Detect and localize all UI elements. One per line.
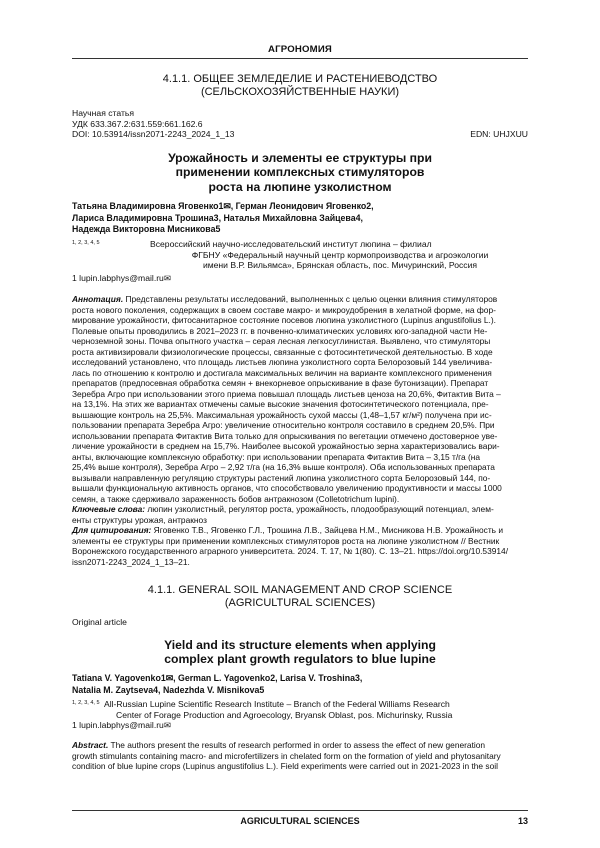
abstract-line: семян, а также сдерживало зараженность бобов антракнозом (Colletotrichum lupini). bbox=[72, 493, 400, 504]
abstract-label: Abstract. bbox=[72, 740, 109, 750]
authors-line: Татьяна Владимировна Яговенко1✉, Герман Леонидович Яговенко2, bbox=[72, 201, 374, 211]
abstract-line: личение урожайности в среднем на 15,7%. Наиболее высокой урожайностью зерна характеризовались вари- bbox=[72, 441, 500, 451]
section-heading-ru bbox=[60, 73, 540, 99]
authors-line: Natalia M. Zaytseva4, Nadezhda V. Misnikova5 bbox=[72, 684, 265, 695]
doi-ru: DOI: 10.53914/issn2071-2243_2024_1_13 bbox=[72, 129, 235, 139]
abstract-line: 25,4% выше контроля), Зеребра Агро – 2,92 т/га (на 16,3% выше контроля). Оба использованных препарата bbox=[72, 462, 495, 472]
section-heading-line: 4.1.1. GENERAL SOIL MANAGEMENT AND CROP SCIENCE bbox=[147, 584, 453, 596]
citation-line: issn2071-2243_2024_1_13–21. bbox=[72, 556, 190, 567]
abstract-line: вышающие контроль на 25,5%. Максимальная урожайность сухой массы (1,48–1,57 кг/м²) получена при ис- bbox=[72, 409, 492, 420]
section-heading-line: (СЕЛЬСКОХОЗЯЙСТВЕННЫЕ НАУКИ) bbox=[200, 86, 400, 98]
email-en: 1 lupin.labphys@mail.ru✉ bbox=[72, 720, 172, 730]
abstract-line: роста активизировали физиологические процессы, связанные с фотосинтетической деятельностью. В ходе bbox=[72, 346, 493, 357]
citation-line: Яговенко Т.В., Яговенко Г.Л., Трошина Л.В., Зайцева Н.М., Мисникова Н.В. Урожайность и bbox=[151, 525, 504, 535]
abstract-line: мирование урожайности, фитосанитарное состояние посевов люпина узколистного (Lupinus angustifolius L.). bbox=[72, 315, 496, 325]
title-line: роста на люпине узколистном bbox=[208, 179, 392, 194]
section-heading-line: (AGRICULTURAL SCIENCES) bbox=[224, 597, 376, 609]
article-type-en: Original article bbox=[72, 617, 127, 627]
keywords-label: Ключевые слова: bbox=[72, 504, 146, 514]
affiliation-line: ФГБНУ «Федеральный научный центр кормопроизводства и агроэкологии bbox=[191, 249, 489, 260]
abstract-line: The authors present the results of research performed in order to assess the effect of new generation bbox=[108, 740, 486, 750]
udk-code: УДК 633.367.2:631.559:661.162.6 bbox=[72, 118, 203, 129]
abstract-line: лась по отношению к контролю и достигала максимальных величин на варианте комплексного применения bbox=[72, 367, 492, 378]
abstract-ru bbox=[72, 294, 528, 567]
title-line: Урожайность и элементы ее структуры при bbox=[168, 151, 432, 165]
article-title-en bbox=[100, 638, 500, 667]
abstract-line: пользовании препарата Зеребра Агро: увеличение относительно контроля составило в среднем 20,5%. При bbox=[72, 420, 495, 430]
abstract-line: черноземной зоны. Почва опытного участка – серая лесная легкосуглинистая. Выявлено, что стимуляторы bbox=[72, 336, 491, 346]
abstract-line: вышали функциональную активность органов, что способствовало увеличению продуктивности и массы 1000 bbox=[72, 483, 502, 493]
title-line: complex plant growth regulators to blue lupine bbox=[164, 652, 436, 667]
abstract-line: использовании препарата Фитактив Вита только для опрыскивания по вегетации отмечено достоверное уве- bbox=[72, 430, 498, 441]
abstract-line: исследований установлено, что площадь листьев люпина узколистного сорта Белорозовый 144 увеличива- bbox=[72, 357, 493, 367]
authors-en bbox=[72, 673, 532, 696]
abstract-line: роста нового поколения, содержащих в своем составе макро- и микроудобрения в хелатной форме, на фор- bbox=[72, 304, 496, 315]
abstract-line: Зеребра Агро при использовании этого приема повышал площадь листьев ценоза на 20,6%, Фитактив Вита – bbox=[72, 388, 501, 399]
abstract-line: growth stimulants containing macro- and microfertilizers in chelated form on the formation of yield and phytosanitary bbox=[72, 750, 501, 761]
keywords-line: енты структуры урожая, антракноз bbox=[72, 514, 207, 525]
affiliation-text bbox=[150, 239, 530, 271]
affiliation-line: All-Russian Lupine Scientific Research Institute – Branch of the Federal Williams Research bbox=[104, 699, 450, 709]
abstract-en bbox=[72, 740, 528, 772]
citation-label: Для цитирования: bbox=[72, 525, 152, 535]
abstract-label: Аннотация. bbox=[72, 294, 124, 304]
affiliation-text bbox=[104, 699, 524, 720]
running-head: АГРОНОМИЯ bbox=[267, 44, 333, 55]
abstract-line: анты, включающие комплексную обработку: при использовании препарата Фитактив Вита – 3,15 т/га (на bbox=[72, 451, 481, 462]
section-heading-en bbox=[60, 584, 540, 610]
footer-journal: AGRICULTURAL SCIENCES bbox=[240, 816, 360, 826]
article-type: Научная статья bbox=[72, 108, 135, 118]
abstract-line: Полевые опыты проводились в 2021–2023 гг. в почвенно-климатических условиях юго-западной части Не- bbox=[72, 325, 488, 336]
abstract-line: Представлены результаты исследований, выполненных с целью оценки влияния стимуляторов bbox=[123, 294, 498, 304]
affiliation-ru bbox=[72, 239, 532, 271]
abstract-line: condition of blue lupine crops (Lupinus angustifolius L.). Field experiments were carried out in 2021-2023 in the soil bbox=[72, 761, 498, 771]
affiliation-line: Всероссийский научно-исследовательский институт люпина – филиал bbox=[150, 239, 432, 249]
abstract-line: вызывали направленную регуляцию структуры растений люпина узколистного сорта Белорозовый 144, по- bbox=[72, 472, 491, 483]
citation-line: элементы ее структуры при применении комплексных стимуляторов роста на люпине узколистном // Вестник bbox=[72, 535, 500, 546]
page-number: 13 bbox=[517, 816, 528, 826]
authors-line: Tatiana V. Yagovenko1✉, German L. Yagovenko2, Larisa V. Troshina3, bbox=[72, 673, 363, 683]
article-title-ru bbox=[100, 151, 500, 194]
affiliation-line: имени В.Р. Вильямса», Брянская область, пос. Мичуринский, Россия bbox=[202, 260, 478, 270]
keywords-line: люпин узколистный, регулятор роста, урожайность, плодообразующий потенциал, элем- bbox=[145, 504, 494, 514]
abstract-line: препаратов (предпосевная обработка семян + внекорневое опрыскивание в фазе бутонизации). Препарат bbox=[72, 378, 489, 388]
affiliation-numbers: 1, 2, 3, 4, 5 bbox=[72, 240, 100, 246]
affiliation-numbers: 1, 2, 3, 4, 5 bbox=[72, 700, 100, 706]
citation-line: Воронежского государственного аграрного университета. 2024. Т. 17, № 1(80). С. 13–21. https://doi.org/10.53914/ bbox=[72, 546, 509, 556]
title-line: применении комплексных стимуляторов bbox=[175, 165, 425, 180]
authors-line: Надежда Викторовна Мисникова5 bbox=[72, 224, 221, 234]
footer-rule bbox=[72, 810, 528, 811]
authors-ru bbox=[72, 201, 532, 236]
affiliation-en bbox=[72, 699, 532, 721]
abstract-line: на 13,1%. На этих же вариантах отмечены самые высокие значения фотосинтетического потенциала, пре- bbox=[72, 399, 489, 409]
section-heading-line: 4.1.1. ОБЩЕЕ ЗЕМЛЕДЕЛИЕ И РАСТЕНИЕВОДСТВО bbox=[162, 73, 438, 85]
email-ru: 1 lupin.labphys@mail.ru✉ bbox=[72, 273, 172, 283]
edn-code: EDN: UHJXUU bbox=[470, 129, 528, 139]
authors-line: Лариса Владимировна Трошина3, Наталья Михайловна Зайцева4, bbox=[72, 212, 363, 223]
header-rule bbox=[72, 58, 528, 59]
title-line: Yield and its structure elements when applying bbox=[164, 638, 436, 652]
affiliation-line: Center of Forage Production and Agroecology, Bryansk Oblast, pos. Michurinsky, Russia bbox=[116, 709, 453, 720]
